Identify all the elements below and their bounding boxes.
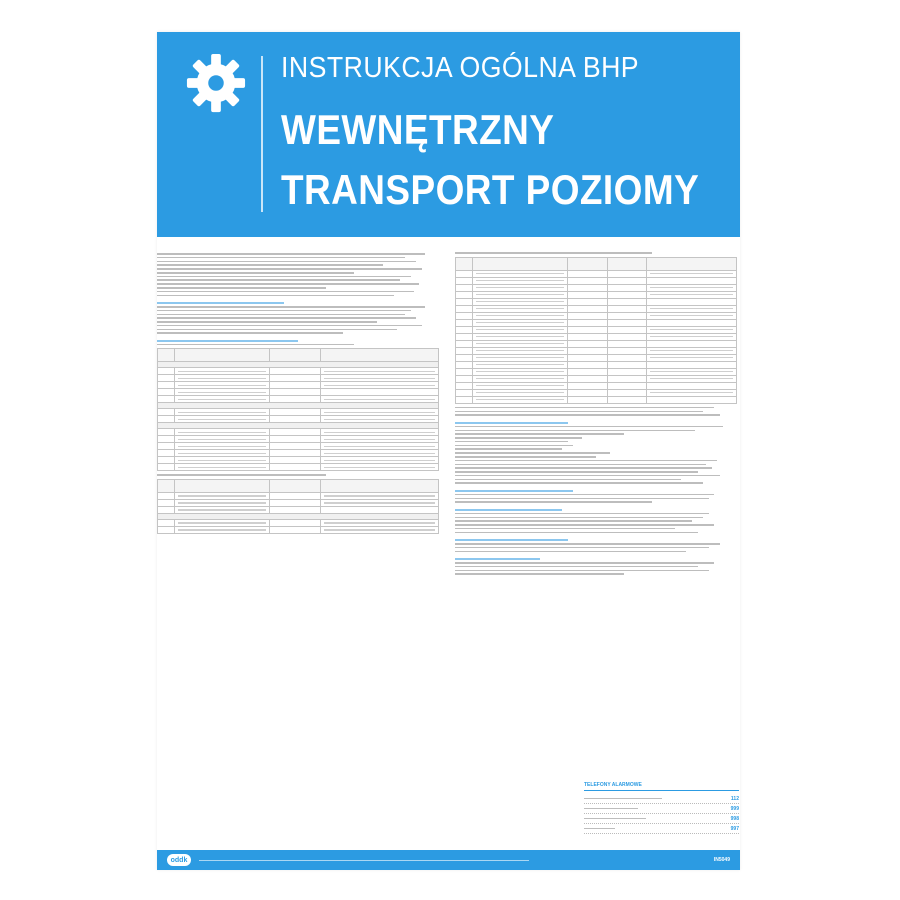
- product-code: IN5049: [713, 857, 730, 863]
- phone-row: [584, 804, 739, 814]
- brand-logo: oddk: [167, 854, 191, 866]
- poster-subtitle: INSTRUKCJA OGÓLNA BHP: [281, 52, 640, 84]
- poster-title-line2: TRANSPORT POZIOMY: [281, 166, 700, 213]
- instruction-poster: [157, 32, 740, 870]
- emergency-phones: [584, 782, 739, 834]
- phone-number: 997: [730, 825, 739, 832]
- phone-number: 112: [730, 795, 739, 802]
- footer-contact-placeholder: [199, 858, 529, 863]
- phone-number: 999: [730, 805, 739, 812]
- phone-row: [584, 794, 739, 804]
- poster-title-line1: WEWNĘTRZNY: [281, 106, 555, 153]
- header-divider: [261, 56, 263, 212]
- gear-icon: [185, 52, 247, 114]
- left-column-text: [157, 250, 439, 537]
- norms-table-3: [455, 257, 737, 404]
- poster-header: [157, 32, 740, 237]
- phone-row: [584, 814, 739, 824]
- right-column-text: [455, 250, 737, 577]
- norms-table-1: [157, 348, 439, 471]
- phones-title: TELEFONY ALARMOWE: [584, 782, 739, 791]
- phone-number: 998: [730, 815, 739, 822]
- norms-table-2: [157, 479, 439, 534]
- poster-footer: [157, 850, 740, 870]
- phone-row: [584, 824, 739, 834]
